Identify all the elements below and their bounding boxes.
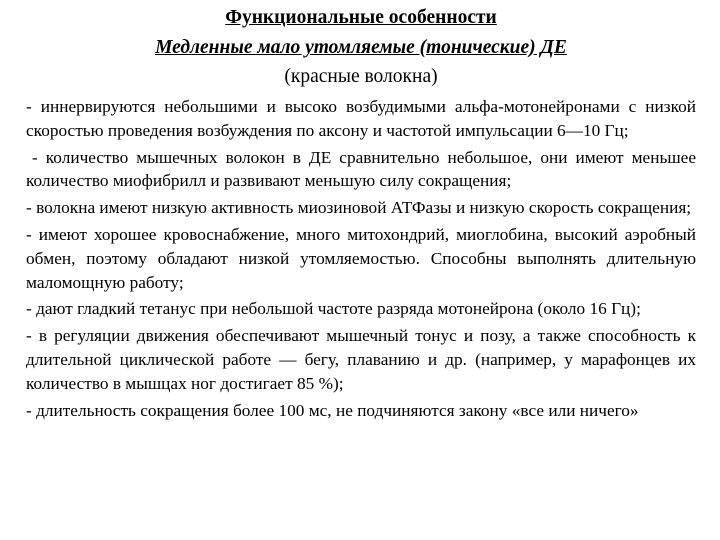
feature-item-regulation: - в регуляции движения обеспечивают мышечный тонус и позу, а также способность к длительной циклической работе — бегу, плаванию и др. (например, у марафонцев их количество в мышцах ног достигает 85 %);	[26, 326, 696, 393]
feature-item-tetanus: - дают гладкий тетанус при небольшой частоте разряда мотонейрона (около 16 Гц);	[26, 299, 641, 319]
feature-item-fiber-count: - количество мышечных волокон в ДЕ сравнительно небольшое, они имеют меньшее количество миофибрилл и развивают меньшую силу сокращения;	[26, 147, 696, 191]
slide-subnote: (красные волокна)	[284, 66, 438, 87]
slide-title: Функциональные особенности	[225, 7, 497, 28]
feature-list	[26, 95, 696, 422]
feature-item-duration: - длительность сокращения более 100 мс, не подчиняются закону «все или ничего»	[26, 400, 639, 420]
slide-subtitle: Медленные мало утомляемые (тонические) ДЕ	[155, 37, 567, 58]
feature-item-innervation: - иннервируются небольшими и высоко возбудимыми альфа-мотонейронами с низкой скоростью проведения возбуждения по аксону и частотой импульсации 6—10 Гц;	[26, 97, 696, 140]
feature-item-atpase: - волокна имеют низкую активность миозиновой АТФазы и низкую скорость сокращения;	[26, 198, 692, 218]
feature-item-blood-supply: - имеют хорошее кровоснабжение, много митохондрий, миоглобина, высокий аэробный обмен, поэтому обладают низкой утомляемостью. Способны выполнять длительную маломощную работу;	[26, 224, 696, 292]
